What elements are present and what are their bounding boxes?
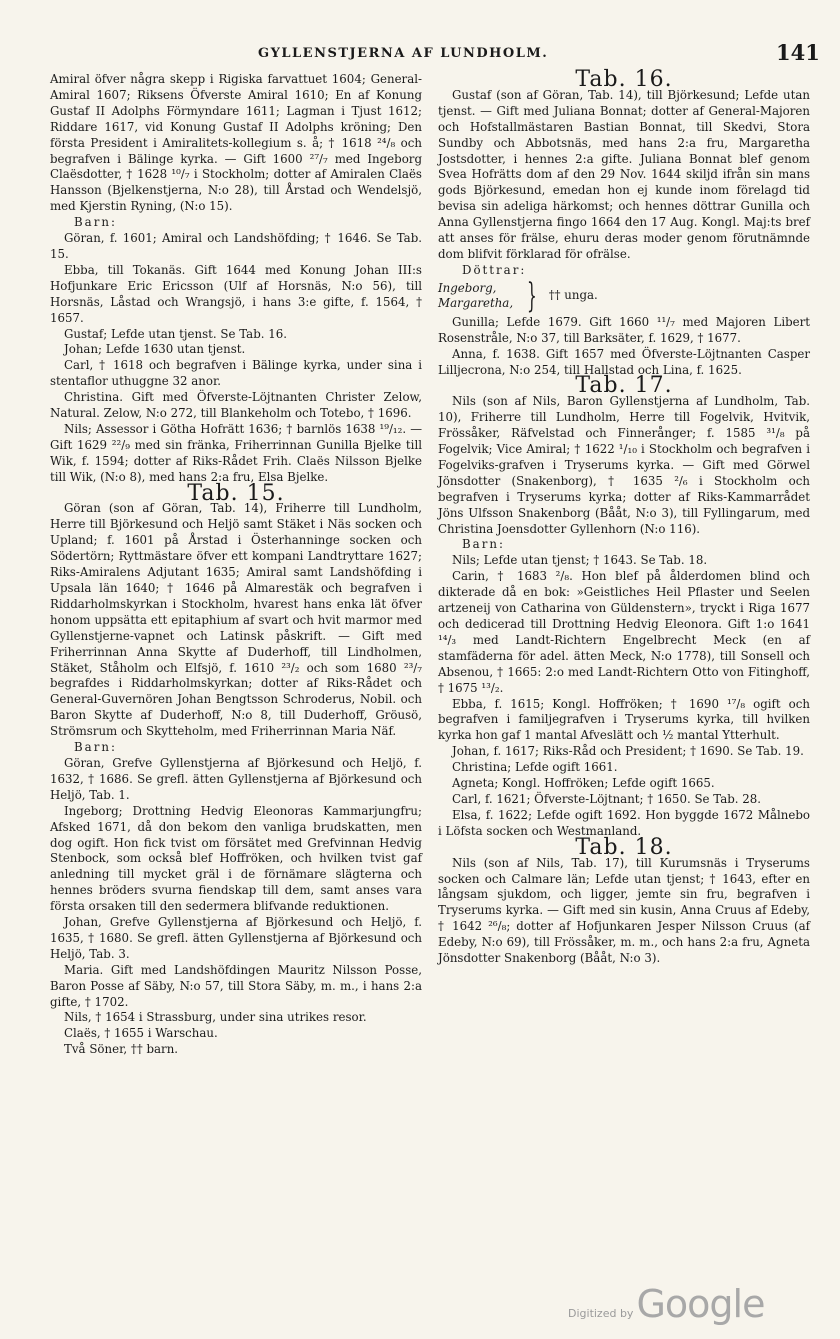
child-entry: Ingeborg; Drottning Hedvig Eleonoras Kammarjungfru; Afsked 1671, då don bekom den vanliga brudskatten, men dog ogift. Hon fick tvist om försätet med Grefvinnan Hedvig Stenbock, som också blef Hoffröken, och hvilken tvist gaf anledning till mycket gräl i de förnämare slägterna och hennes bröders svurna fiendskap till dem, samt anses vara första orsaken till den sedermera blifvande reduktionen. <box>50 803 422 914</box>
child-entry: Carin, † 1683 ²/₈. Hon blef på ålderdomen blind och dikterade då en bok: »Geistliches Heil Pflaster und Seelen artzeneij von Catharina von Güldenstern», tryckt i Riga 1677 och dedicerad till Drottning Hedvig Eleonora. Gift 1:o 1641 ¹⁴/₃ med Landt-Richtern Engelbrecht Meck (en af stamfäderna för adel. ätten Meck, N:o 1778), till Sonsell och Absenou, † 1665: 2:o med Landt-Richtern Otto von Fitinghoff, † 1675 ¹³/₂. <box>438 569 810 695</box>
tab-heading-18: Tab. 18. <box>575 834 673 860</box>
paragraph: Nils (son af Nils, Tab. 17), till Kurumsnäs i Tryserums socken och Calmare län; Lefde utan tjenst; † 1643, efter en långsam sjukdom, och ligger, jemte sin fru, begrafven i Tryserums kyrka. — Gift med sin kusin, Anna Cruus af Edeby, † 1642 ²⁶/₈; dotter af Hofjunkaren Jesper Nilsson Cruus (af Edeby, N:o 69), till Frössåker, m. m., och hans 2:a fru, Agneta Jönsdotter Snakenborg (Bååt, N:o 3). <box>438 855 810 966</box>
left-column <box>50 72 422 1058</box>
child-entry: Johan, f. 1617; Riks-Råd och President; † 1690. Se Tab. 19. <box>452 744 804 759</box>
barn-label: Barn: <box>74 215 117 230</box>
tab-heading-15: Tab. 15. <box>187 480 285 506</box>
child-entry: Gunilla; Lefde 1679. Gift 1660 ¹¹/₇ med Majoren Libert Rosenstråle, N:o 37, till Barksäter, f. 1629, † 1677. <box>438 314 810 345</box>
child-entry: Ebba, till Tokanäs. Gift 1644 med Konung Johan III:s Hofjunkare Eric Ericsson (Ulf af Horsnäs, N:o 56), till Horsnäs, Låstad och Wrangsjö, i hans 3:e gifte, f. 1564, † 1657. <box>50 262 422 325</box>
child-entry: Ebba, f. 1615; Kongl. Hoffröken; † 1690 ¹⁷/₈ ogift och begrafven i familjegrafven i Tryserums kyrka, till hvilken kyrka hon gaf 1 mantal Afveslätt och ½ mantal Ytterhult. <box>438 696 810 743</box>
child-entry: Nils; Assessor i Götha Hofrätt 1636; † barnlös 1638 ¹⁹/₁₂. — Gift 1629 ²²/₉ med sin fränka, Friherrinnan Gunilla Bjelke till Wik, f. 1594; dotter af Riks-Rådet Frih. Claës Nilsson Bjelke till Wik, (N:o 8), med hans 2:a fru, Elsa Bjelke. <box>50 421 422 484</box>
child-entry: Elsa, f. 1622; Lefde ogift 1692. Hon byggde 1672 Målnebo i Löfsta socken och Westmanland. <box>438 807 810 838</box>
brace-names <box>438 281 513 311</box>
brace-icon: } <box>527 275 537 316</box>
child-entry: Agneta; Kongl. Hoffröken; Lefde ogift 1665. <box>452 776 715 791</box>
paragraph: Gustaf (son af Göran, Tab. 14), till Björkesund; Lefde utan tjenst. — Gift med Juliana Bonnat; dotter af General-Majoren och Hofstallmästaren Bastian Bonnat, till Skedvi, Stora Sundby och Abbotsnäs, med hans 2:a fru, Margaretha Jostsdotter, i hennes 2:a gifte. Juliana Bonnat blef genom Svea Hofrätts dom af den 29 Nov. 1644 skiljd ifrån sin mans gods Björkesund, emedan hon ej kunde inom förelagd tid bevisa sin adeliga härkomst; och hennes döttrar Gunilla och Anna Gyllenstjerna fingo 1664 den 17 Aug. Kongl. Maj:ts bref att anses för frälse, ehuru deras moder genom förutnämnde dom blifvit förklarad för ofrälse. <box>438 87 810 261</box>
page-number: 141 <box>776 40 820 65</box>
child-entry: Två Söner, †† barn. <box>64 1042 179 1057</box>
brace-name: Margaretha, <box>438 295 514 310</box>
child-entry: Göran, f. 1601; Amiral och Landshöfding; † 1646. Se Tab. 15. <box>50 231 422 261</box>
child-entry: Maria. Gift med Landshöfdingen Mauritz Nilsson Posse, Baron Posse af Säby, N:o 57, till Stora Säby, m. m., i hans 2:a gifte, † 1702. <box>50 962 422 1009</box>
tab-heading-17: Tab. 17. <box>575 373 673 399</box>
barn-label: Barn: <box>74 740 117 755</box>
running-title: GYLLENSTJERNA AF LUNDHOLM. <box>258 46 549 61</box>
tab-heading-16: Tab. 16. <box>575 67 673 92</box>
child-entry: Johan; Lefde 1630 utan tjenst. <box>64 342 246 357</box>
google-logo: Google <box>636 1282 765 1326</box>
child-entry: Claës, † 1655 i Warschau. <box>64 1026 218 1041</box>
brace-group <box>438 275 810 316</box>
child-entry: Carl, † 1618 och begrafven i Bälinge kyrka, under sina i stentaflor uthuggne 32 anor. <box>50 358 422 389</box>
child-entry: Nils; Lefde utan tjenst; † 1643. Se Tab. 18. <box>452 553 708 568</box>
paragraph: Amiral öfver några skepp i Rigiska farvattuet 1604; General-Amiral 1607; Riksens Öfverste Amiral 1610; En af Konung Gustaf II Adolphs Förmyndare 1611; Lagman i Tjust 1612; Riddare 1617, vid Konung Gustaf II Adolphs kröning; Den första President i Amiralitets-kollegium s. å; † 1618 ²⁴/₈ och begrafven i Bälinge kyrka. — Gift 1600 ²⁷/₇ med Ingeborg Claësdotter, † 1628 ¹⁰/₇ i Stockholm; dotter af Amiralen Claës Hansson (Bjelkenstjerna, N:o 28), till Årstad och Wendelsjö, med Kjerstin Ryning, (N:o 15). <box>50 72 422 214</box>
child-entry: Gustaf; Lefde utan tjenst. Se Tab. 16. <box>64 326 288 341</box>
child-entry: Anna, f. 1638. Gift 1657 med Öfverste-Löjtnanten Casper Lilljecrona, N:o 254, till Hallstad och Lina, f. 1625. <box>438 346 810 377</box>
child-entry: Christina; Lefde ogift 1661. <box>452 760 618 775</box>
paragraph: Göran (son af Göran, Tab. 14), Friherre till Lundholm, Herre till Björkesund och Heljö samt Stäket i Näs socken och Upland; f. 1601 på Årstad i Österhanninge socken och Södertörn; Ryttmästare öfver ett kompani Landtryttare 1627; Riks-Amiralens Adjutant 1635; Amiral samt Landshöfding i Upsala län 1640; † 1646 på Almarestäk och begrafven i Riddarholmskyrkan i Stockholm, hvarest hans enka lät öfver honom uppsätta ett epitaphium af svart och hvit marmor med Gyllenstjerne-vapnet och Latinsk påskrift. — Gift med Friherrinnan Anna Skytte af Duderhoff, till Lindholmen, Stäket, Ståholm och Elfsjö, f. 1610 ²³/₂ och som 1680 ²³/₇ begrafdes i Riddarholmskyrkan; dotter af Riks-Rådet och General-Guvernören Johan Bengtsson Schroderus, Nobil. och Baron Skytte af Duderhoff, N:o 8, till Duderhoff, Gröusö, Strömsrum och Skytteholm, med Friherrinnan Maria Näf. <box>50 501 422 739</box>
child-entry: Johan, Grefve Gyllenstjerna af Björkesund och Heljö, f. 1635, † 1680. Se grefl. ätten Gyllenstjerna af Björkesund och Heljö, Tab. 3. <box>50 915 422 961</box>
digitized-stamp <box>568 1282 764 1326</box>
child-entry: Christina. Gift med Öfverste-Löjtnanten Christer Zelow, Natural. Zelow, N:o 272, till Blankeholm och Totebo, † 1696. <box>50 390 422 421</box>
brace-name: Ingeborg, <box>438 280 497 295</box>
dottrar-label: Döttrar: <box>462 262 527 277</box>
page-header <box>0 40 840 70</box>
child-entry: Göran, Grefve Gyllenstjerna af Björkesund och Heljö, f. 1632, † 1686. Se grefl. ätten Gyllenstjerna af Björkesund och Heljö, Tab. 1. <box>50 755 422 802</box>
right-column <box>438 67 810 967</box>
barn-label: Barn: <box>462 537 505 552</box>
child-entry: Carl, f. 1621; Öfverste-Löjtnant; † 1650. Se Tab. 28. <box>452 791 762 806</box>
brace-note: †† unga. <box>548 287 598 302</box>
child-entry: Nils, † 1654 i Strassburg, under sina utrikes resor. <box>64 1010 367 1025</box>
digitized-label: Digitized by <box>568 1307 634 1320</box>
paragraph: Nils (son af Nils, Baron Gyllenstjerna af Lundholm, Tab. 10), Friherre till Lundholm, Herre till Fogelvik, Hvitvik, Frössåker, Räfvelstad och Finnerånger; f. 1585 ³¹/₈ på Fogelvik; Vice Amiral; † 1622 ¹/₁₀ i Stockholm och begrafven i Fogelviks-grafven i Tryserums kyrka. — Gift med Görwel Jönsdotter (Snakenborg), † 1635 ²/₆ i Stockholm och begrafven i Tryserums kyrka; dotter af Riks-Kammarrådet Jöns Ulfsson Snakenborg (Bååt, N:o 3), till Fyllingarum, med Christina Joensdotter Gyllenhorn (N:o 116). <box>438 394 810 536</box>
